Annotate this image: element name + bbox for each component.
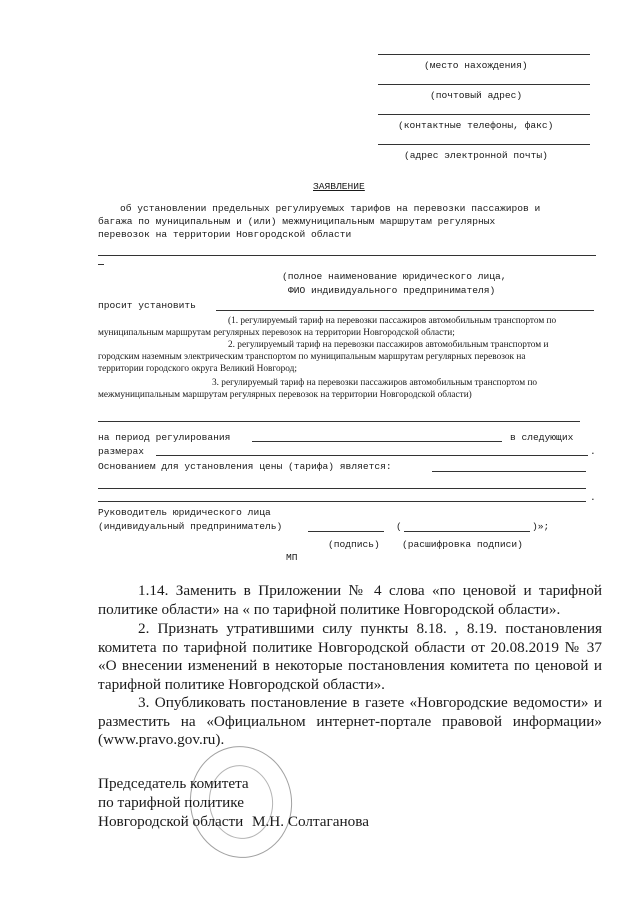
option-1-line-1: (1. регулируемый тариф на перевозки пассажиров автомобильным транспортом по — [228, 316, 557, 326]
basis-line — [432, 471, 586, 472]
option-2-line-3: территории городского округа Великий Новгород; — [98, 364, 297, 374]
location-caption: (место нахождения) — [424, 60, 528, 71]
signatory-name: М.Н. Солтаганова — [252, 813, 369, 830]
phones-caption: (контактные телефоны, факс) — [398, 120, 554, 131]
signature-caption: (подпись) — [328, 539, 380, 550]
option-3-line-1: 3. регулируемый тариф на перевозки пассажиров автомобильным транспортом по — [212, 378, 538, 388]
head-label: Руководитель юридического лица — [98, 507, 271, 518]
basis-period: . — [590, 492, 596, 503]
signature-title-line-3: Новгородской области — [98, 813, 244, 830]
legal-name-line — [98, 255, 596, 256]
option-2-line-1: 2. регулируемый тариф на перевозки пассажиров автомобильным транспортом и — [228, 340, 549, 350]
option-2-line-2: городским наземным электрическим транспортом по муниципальным маршрутам регулярных перевозок на — [98, 352, 526, 362]
email-line — [378, 144, 590, 145]
subject-line-1: об установлении предельных регулируемых тарифов на перевозки пассажиров и — [120, 203, 541, 214]
item-1-14: 1.14. Заменить в Приложении № 4 слова «по ценовой и тарифной политике области» на « по тарифной политике Новгородской области». — [98, 582, 602, 618]
decoding-open-paren: ( — [396, 521, 402, 532]
separator-line — [98, 421, 580, 422]
phones-line — [378, 114, 590, 115]
amounts-period: . — [590, 446, 596, 457]
period-label: на период регулирования — [98, 432, 231, 443]
postal-address-line — [378, 84, 590, 85]
request-line — [216, 310, 594, 311]
legal-name-line-stub — [98, 264, 104, 265]
subject-line-2: багажа по муниципальным и (или) межмуниципальным маршрутам регулярных — [98, 216, 496, 227]
decoding-caption: (расшифровка подписи) — [402, 539, 523, 550]
signature-line — [308, 531, 384, 532]
basis-label: Основанием для установления цены (тарифа) является: — [98, 461, 392, 472]
period-line — [252, 441, 502, 442]
decoding-close-paren: )»; — [532, 521, 550, 532]
legal-name-caption-1: (полное наименование юридического лица, — [282, 271, 507, 282]
signature-title-line-2: по тарифной политике — [98, 794, 245, 811]
signature-title-line-1: Председатель комитета — [98, 775, 249, 792]
decoding-line — [404, 531, 530, 532]
request-label: просит установить — [98, 300, 196, 311]
item-3: 3. Опубликовать постановление в газете «Новгородские ведомости» и разместить на «Официальном интернет-портале правовой информации» (www.pravo.gov.ru). — [98, 694, 602, 748]
basis-line-2 — [98, 488, 586, 489]
option-3-line-2: межмуниципальным маршрутам регулярных перевозок на территории Новгородской области) — [98, 390, 472, 400]
postal-address-caption: (почтовый адрес) — [430, 90, 523, 101]
location-line — [378, 54, 590, 55]
amounts-line — [156, 455, 588, 456]
legal-name-caption-2: ФИО индивидуального предпринимателя) — [288, 285, 496, 296]
email-caption: (адрес электронной почты) — [404, 150, 548, 161]
entrepreneur-label: (индивидуальный предприниматель) — [98, 521, 283, 532]
application-title: ЗАЯВЛЕНИЕ — [313, 181, 365, 192]
period-suffix: в следующих — [510, 432, 574, 443]
option-1-line-2: муниципальным маршрутам регулярных перевозок на территории Новгородской области; — [98, 328, 455, 338]
item-2: 2. Признать утратившими силу пункты 8.18. , 8.19. постановления комитета по тарифной политике Новгородской области от 20.08.2019 № 37 «О внесении изменений в некоторые постановления комитета по ценовой и тарифной политике Новгородской области». — [98, 620, 602, 693]
stamp-place-mp: МП — [286, 552, 298, 563]
basis-line-3 — [98, 501, 586, 502]
amounts-label: размерах — [98, 446, 145, 457]
subject-line-3: перевозок на территории Новгородской области — [98, 229, 352, 240]
